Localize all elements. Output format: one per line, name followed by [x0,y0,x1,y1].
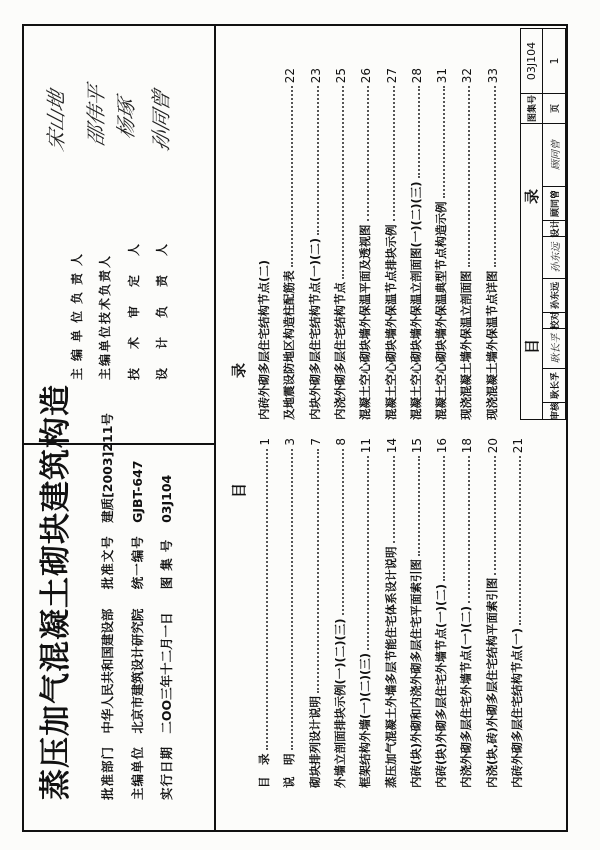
info-row-2 [128,461,146,801]
toc-entry-title: 及地震设防地区构造柱配筋表 [282,270,297,420]
approval-doc: 建质[2003]211号 [100,413,115,523]
reviewer-name: 耿长孚 [543,369,565,403]
toc-entry [353,438,373,788]
toc-entry-title: 混凝土空心砌块墙外保温节点排块示例 [383,224,398,420]
toc-entry-page: 26 [359,68,374,84]
toc-heading-right: 录 [230,362,248,378]
toc-leader-dots [367,456,369,650]
toc-leader-dots [342,86,344,279]
unified-no: GJBT-647 [130,460,145,523]
responsible-role: 主编单位负责人 [70,246,84,380]
toc-entry [277,68,297,420]
toc-entry [303,68,323,420]
toc-entry [454,438,474,788]
toc-leader-dots [317,449,319,693]
toc-leader-dots [494,86,496,267]
toc-entry-page: 20 [485,438,500,454]
toc-entry-title: 外墙立剖面排块示例(一)(二)(三) [332,618,347,788]
review-label: 审核 [550,401,561,420]
toc-entry [353,68,373,420]
toc-leader-dots [468,86,470,267]
toc-entry-page: 3 [283,438,298,446]
toc-entry-title: 说 明 [282,753,297,788]
toc-leader-dots [418,86,420,178]
designer-signature: 顾同曾 [543,124,565,187]
atlas-no: 03J104 [521,29,543,94]
toc-leader-dots [291,449,293,751]
atlas-no: 03J104 [159,474,174,523]
reviewer-signature: 耿长孚 [543,329,565,369]
toc-entry [429,68,449,420]
document-title: 蒸压加气混凝土砌块建筑构造 [38,384,74,800]
toc-entry-title: 框架结构外墙(一)(二)(三) [358,652,373,788]
toc-entry [252,438,272,788]
toc-entry [480,438,500,788]
toc-entry-page: 22 [283,68,298,84]
editor-unit-label: 主编单位 [130,745,145,800]
toc-entry [379,438,399,788]
info-row-1 [98,413,116,800]
toc-entry-title: 混凝土空心砌块墙外保温平面及透视图 [358,224,373,420]
toc-entry-title: 内浇外砌多层住宅外墙节点(一)(二) [459,605,474,788]
toc-entry [454,68,474,420]
toc-entry-page: 25 [333,68,348,84]
effective-date-label: 实行日期 [159,745,174,800]
sheet-title: 目 录 [521,124,543,419]
header-divider [214,24,216,832]
toc-entry-title: 现浇混凝土墙外保温节点详图 [484,270,499,420]
toc-entry-page: 31 [435,68,450,84]
toc-entry [303,438,323,788]
toc-entry-title: 内砖外砌多层住宅结构节点(二) [257,259,271,420]
approval-dept-label: 批准部门 [100,745,115,800]
toc-leader-dots [443,456,445,581]
toc-leader-dots [291,86,293,267]
toc-entry [328,68,348,420]
toc-entry [404,68,424,420]
toc-entry-page: 15 [409,438,424,454]
toc-entry [429,438,449,788]
page-number: 1 [543,29,565,94]
toc-entry-page: 7 [308,438,323,446]
toc-entry-page: 27 [384,68,399,84]
toc-entry-title: 砌块排列设计说明 [307,696,322,788]
editor-unit: 北京市建筑设计研究院 [130,608,145,734]
toc-entry [252,68,272,420]
toc-leader-dots [494,456,496,574]
responsible-role: 主编单位技术负责人 [98,253,112,380]
signature: 杨琢 [114,95,138,142]
toc-entry-title: 内块外砌多层住宅结构节点(一)(二) [307,237,322,420]
toc-entry-title: 现浇混凝土墙外保温立剖面图 [459,270,474,420]
toc-leader-dots [393,456,395,543]
toc-entry [328,438,348,788]
toc-entry-page: 33 [485,68,500,84]
toc-entry [277,438,297,788]
page-label: 页 [543,94,565,124]
unified-no-label: 统一编号 [130,535,145,590]
toc-leader-dots [393,86,395,221]
signature: 宋山地 [44,87,68,154]
responsible-role: 设计负责人 [155,224,169,380]
effective-date: 二OO三年十二月一日 [159,612,174,734]
toc-entry [404,438,424,788]
design-label: 设计 [543,221,565,237]
toc-entry [480,68,500,420]
toc-entry-title: 内浇外砌多层住宅结构节点 [332,282,347,420]
checker-signature: 孙东远 [543,237,565,279]
toc-entry-page: 18 [460,438,475,454]
toc-heading-left: 目 [230,482,248,498]
toc-leader-dots [266,449,268,751]
toc-leader-dots [519,456,521,625]
toc-leader-dots [443,86,445,198]
toc-entry-title: 混凝土空心砌块墙外保温立剖面图(一)(二)(三) [408,181,423,420]
toc-leader-dots [367,86,369,221]
atlas-no-label: 图集号 [159,533,174,590]
toc-entry-title: 蒸压加气混凝土外墙多层节能住宅体系设计说明 [383,546,398,788]
toc-entry-title: 内砖(块)外砌和内浇外砌多层住宅平面索引图 [408,558,423,788]
toc-entry [379,68,399,420]
toc-entry-title: 内浇(块,砖)外砌多层住宅结构平面索引图 [484,577,499,788]
check-label: 校对 [543,313,565,329]
toc-entry-page: 16 [435,438,450,454]
signature: 邵伟平 [84,82,108,149]
toc-leader-dots [342,449,344,616]
toc-entry-page: 32 [460,68,475,84]
checker-name: 孙东远 [543,279,565,313]
info-row-3 [157,475,175,800]
toc-entry-page: 1 [258,438,272,446]
approval-doc-label: 批准文号 [100,535,115,590]
responsible-role: 技术审定人 [127,224,141,380]
toc-entry [505,438,525,788]
toc-entry-title: 混凝土空心砌块墙外保温典型节点构造示例 [434,201,449,420]
title-block [520,28,566,420]
toc-entry-title: 内砖(块)外砌多层住宅外墙节点(一)(二) [434,583,449,788]
toc-entry-page: 14 [384,438,399,454]
toc-entry-page: 21 [511,438,525,454]
toc-entry-title: 目 录 [257,753,271,788]
toc-leader-dots [317,86,319,235]
toc-entry-page: 11 [359,438,374,454]
designer-name: 顾同曾 [543,187,565,221]
approval-dept: 中华人民共和国建设部 [100,608,115,734]
toc-entry-page: 23 [308,68,323,84]
toc-entry-page: 28 [409,68,424,84]
signature: 孙同曾 [149,87,173,154]
atlas-label: 图集号 [521,94,543,124]
toc-entry-page: 8 [333,438,348,446]
toc-leader-dots [418,456,420,556]
toc-entry-title: 内砖外砌多层住宅结构节点(一) [510,627,524,788]
toc-leader-dots [468,456,470,603]
